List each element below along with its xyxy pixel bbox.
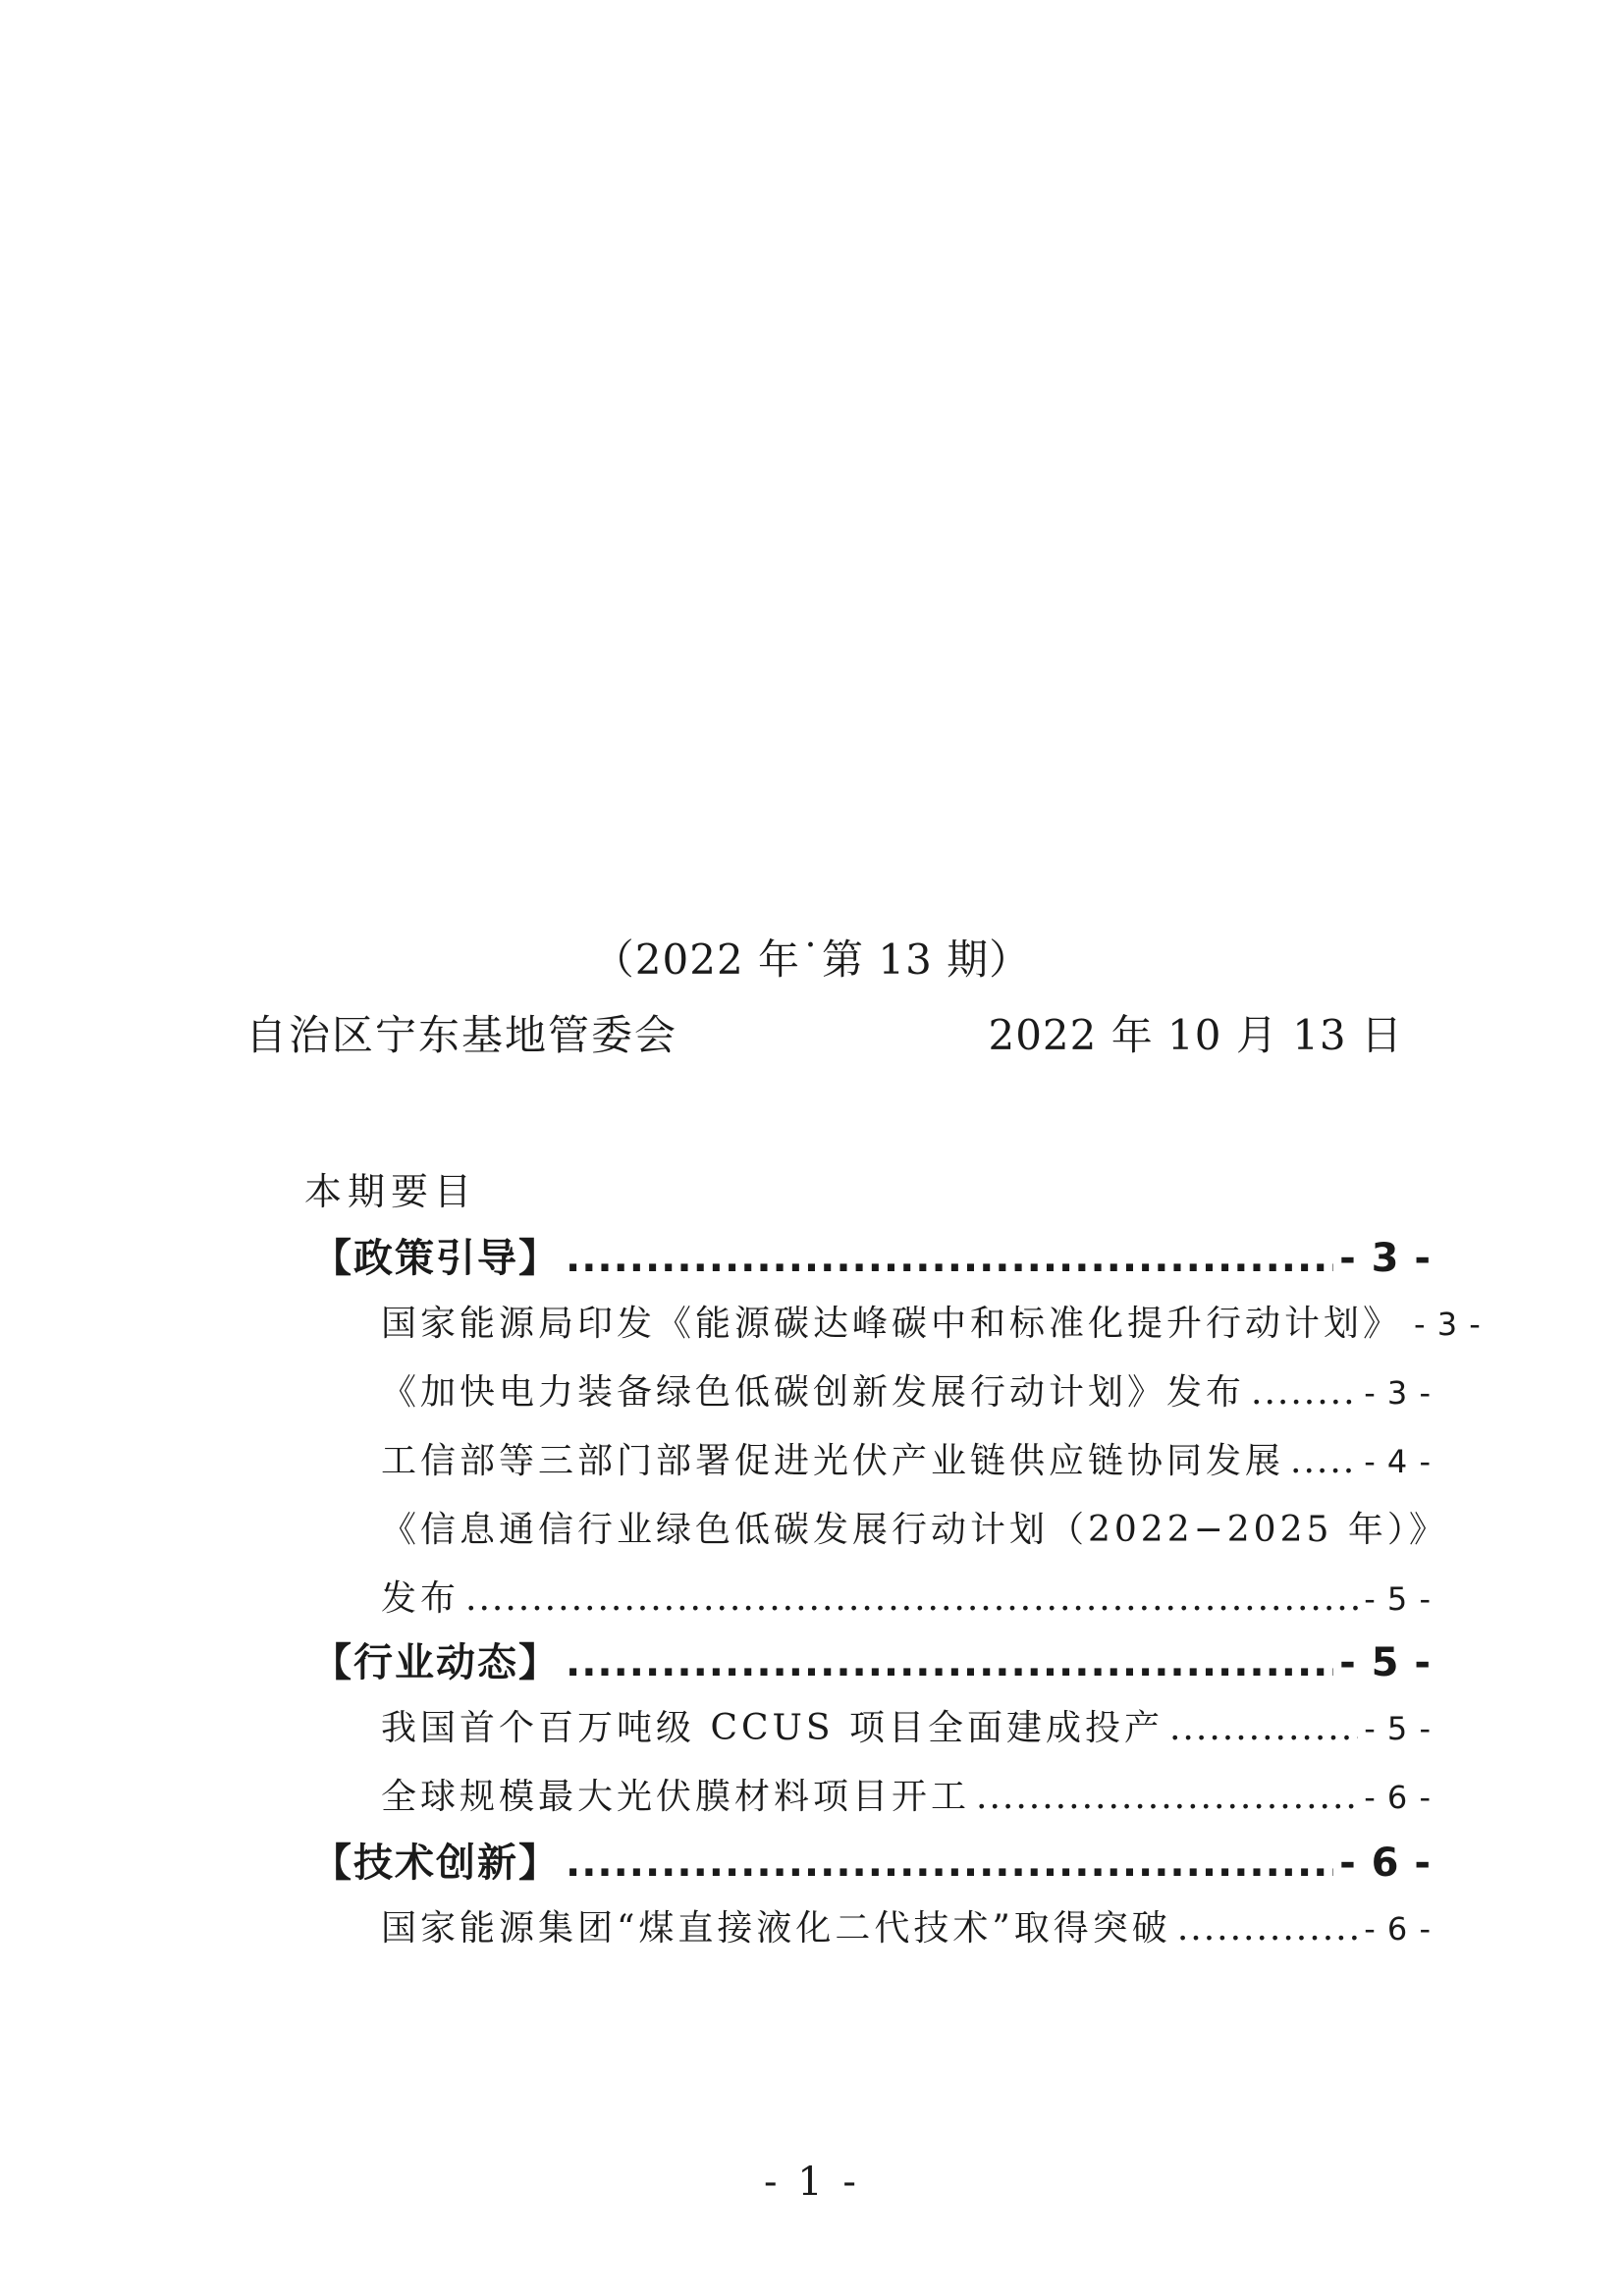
- dot-leader: [566, 1841, 1333, 1886]
- toc-page-number: - 5 -: [1364, 1580, 1432, 1618]
- dot-leader: [976, 1777, 1358, 1817]
- toc-page-number: - 6 -: [1364, 1910, 1432, 1948]
- toc-page-number: - 5 -: [1339, 1640, 1432, 1685]
- issuer-name: 自治区宁东基地管委会: [245, 1011, 678, 1059]
- toc-page-number: - 3 -: [1339, 1236, 1432, 1281]
- toc-section-policy[interactable]: [312, 1227, 1432, 1283]
- dot-leader: [1290, 1441, 1358, 1481]
- toc-item-title: 我国首个百万吨级 CCUS 项目全面建成投产: [381, 1708, 1164, 1748]
- toc-section-title: 【技术创新】: [312, 1841, 560, 1886]
- toc-item[interactable]: [381, 1769, 1432, 1819]
- toc-item-title-continued[interactable]: [381, 1502, 1448, 1552]
- toc-section-innovation[interactable]: [312, 1832, 1432, 1888]
- toc-section-title: 【行业动态】: [312, 1640, 560, 1685]
- dot-leader: [1251, 1372, 1358, 1413]
- toc-item[interactable]: [381, 1433, 1432, 1483]
- issue-number: （2022 年˙第 13 期）: [592, 935, 1032, 984]
- toc-heading: 本期要目: [304, 1170, 478, 1213]
- toc-item-title: 工信部等三部门部署促进光伏产业链供应链协同发展: [381, 1441, 1285, 1481]
- dot-leader: [566, 1640, 1333, 1685]
- dot-leader: [1177, 1908, 1358, 1949]
- toc-page-number: - 6 -: [1339, 1841, 1432, 1886]
- toc-item-title: 《加快电力装备绿色低碳创新发展行动计划》发布: [381, 1372, 1246, 1413]
- toc-item-title: 国家能源局印发《能源碳达峰碳中和标准化提升行动计划》: [381, 1304, 1403, 1344]
- toc-item[interactable]: [381, 1571, 1432, 1621]
- toc-page-number: - 6 -: [1364, 1779, 1432, 1816]
- toc-item-title: 国家能源集团“煤直接液化二代技术”取得突破: [381, 1908, 1171, 1949]
- toc-page-number: - 3 -: [1414, 1306, 1482, 1343]
- toc-item[interactable]: [381, 1364, 1432, 1415]
- toc-item[interactable]: [381, 1700, 1432, 1750]
- toc-item[interactable]: [381, 1900, 1432, 1950]
- toc-section-title: 【政策引导】: [312, 1236, 560, 1281]
- dot-leader: [1169, 1708, 1358, 1748]
- dot-leader: [566, 1236, 1333, 1281]
- toc-item-title: 发布: [381, 1578, 460, 1619]
- toc-item[interactable]: [381, 1296, 1482, 1346]
- toc-page-number: - 5 -: [1364, 1710, 1432, 1747]
- toc-page-number: - 4 -: [1364, 1443, 1432, 1480]
- toc-item-title-line1: 《信息通信行业绿色低碳发展行动计划（2022−2025 年）》: [381, 1510, 1448, 1550]
- issue-date: 2022 年 10 月 13 日: [988, 1011, 1403, 1059]
- toc-page-number: - 3 -: [1364, 1374, 1432, 1412]
- toc-item-title: 全球规模最大光伏膜材料项目开工: [381, 1777, 971, 1817]
- dot-leader: [465, 1578, 1358, 1619]
- page-number-footer: - 1 -: [764, 2160, 860, 2205]
- toc-section-industry[interactable]: [312, 1631, 1432, 1687]
